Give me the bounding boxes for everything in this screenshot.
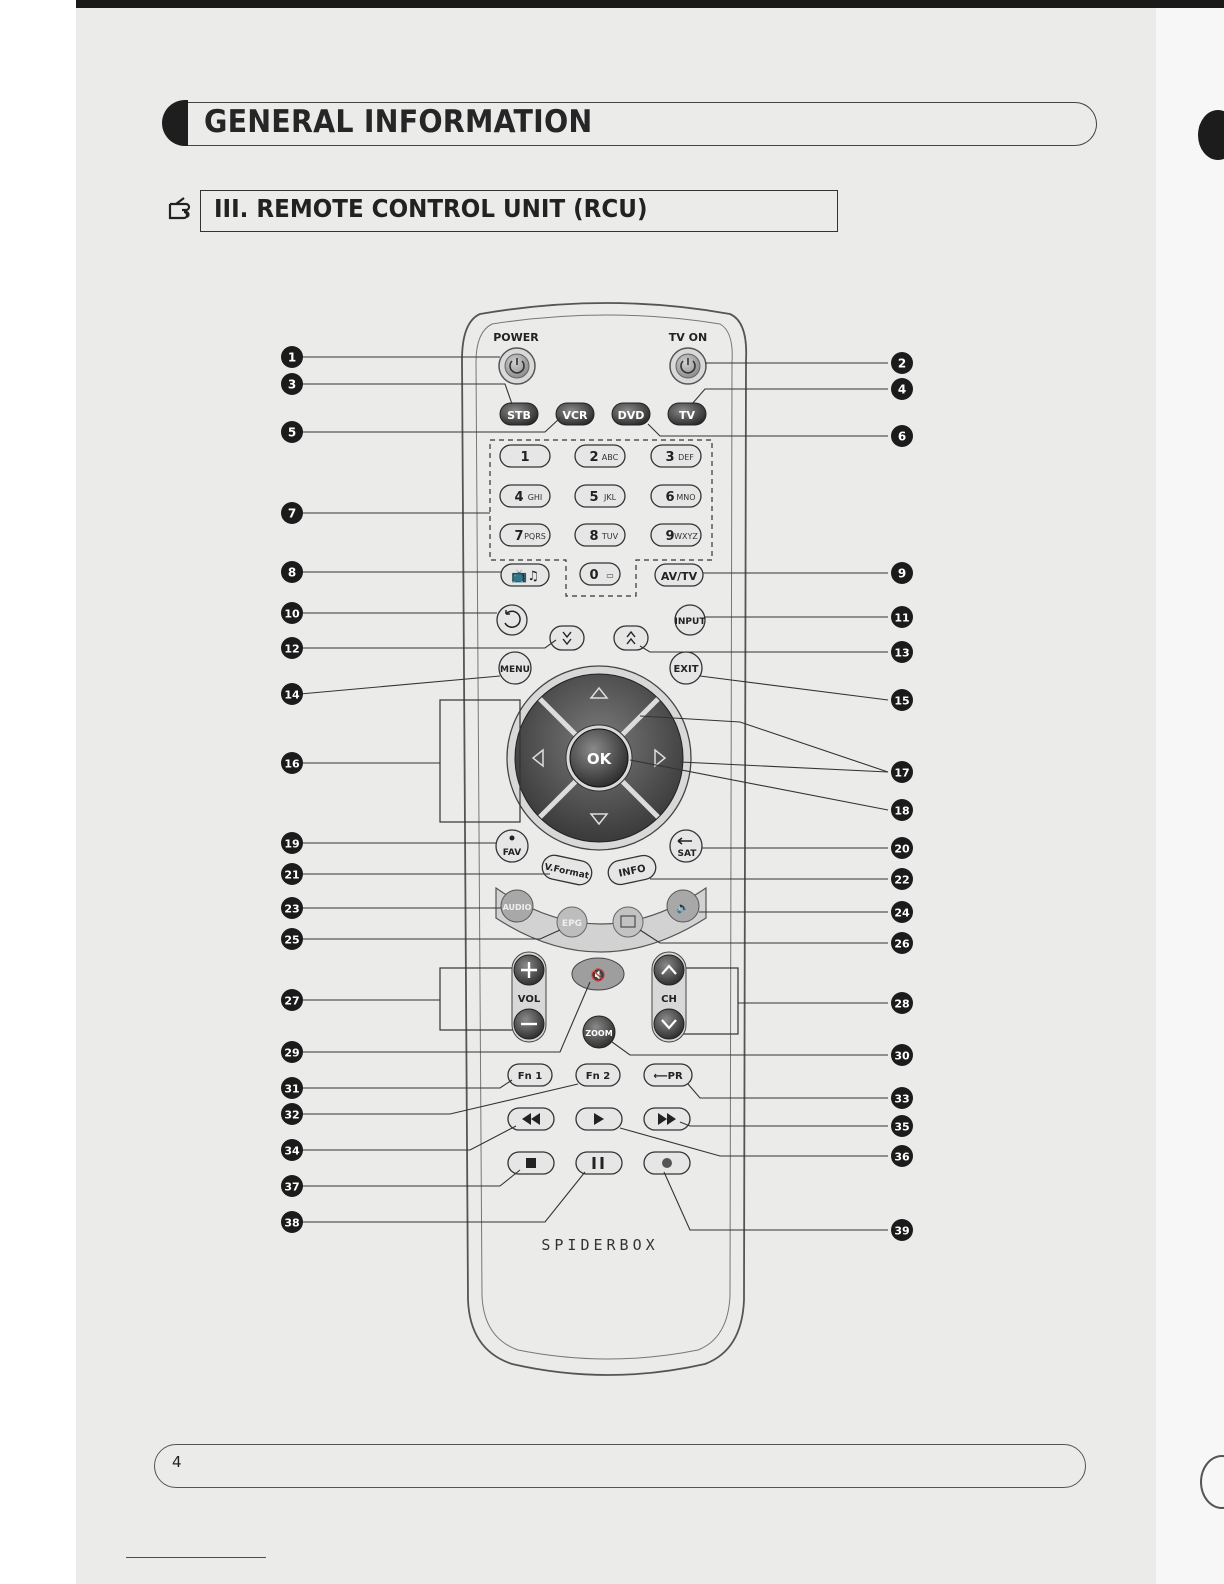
numeric-key-1[interactable]	[500, 445, 550, 467]
menu-label: MENU	[500, 665, 530, 675]
callout-25	[281, 928, 303, 950]
exit-label: EXIT	[673, 664, 699, 675]
mode-tv: TV	[678, 409, 696, 422]
numeric-key-letters: DEF	[678, 453, 694, 462]
numeric-key-letters: PQRS	[524, 532, 546, 541]
callout-12	[281, 637, 303, 659]
callout-15	[891, 689, 913, 711]
callout-number: 26	[894, 937, 910, 951]
epg-label: EPG	[561, 919, 583, 929]
callout-26	[891, 932, 913, 954]
callout-39	[891, 1219, 913, 1241]
numeric-key-8[interactable]	[575, 524, 625, 546]
record-icon	[662, 1158, 672, 1168]
callout-number: 37	[284, 1180, 300, 1194]
numeric-key-digit: 3	[665, 450, 675, 465]
numeric-key-digit: 9	[665, 529, 675, 544]
callout-number: 9	[897, 566, 907, 581]
callout-19	[281, 832, 303, 854]
pause-button	[576, 1152, 622, 1174]
callout-number: 29	[284, 1046, 300, 1060]
avtv-label: AV/TV	[660, 570, 698, 583]
callout-number: 32	[284, 1108, 300, 1122]
callout-number: 15	[894, 694, 910, 708]
callout-number: 4	[897, 382, 907, 397]
callout-number: 31	[284, 1082, 300, 1096]
callout-number: 6	[897, 429, 907, 444]
callout-number: 38	[284, 1216, 300, 1230]
sat-label: SAT	[677, 849, 697, 859]
callout-3	[281, 373, 303, 395]
callout-number: 2	[897, 356, 907, 371]
ch-down-button	[654, 1009, 684, 1039]
brand-logo: SPIDERBOX	[541, 1236, 659, 1254]
callout-35	[891, 1115, 913, 1137]
callout-30	[891, 1044, 913, 1066]
numeric-key-letters: GHI	[527, 493, 543, 502]
numeric-key-7[interactable]	[500, 524, 550, 546]
mode-vcr: VCR	[562, 409, 588, 422]
callout-number: 10	[284, 607, 300, 621]
callout-38	[281, 1211, 303, 1233]
numeric-key-letters: MNO	[676, 493, 696, 502]
numeric-key-letters: ABC	[601, 453, 619, 462]
callout-36	[891, 1145, 913, 1167]
callout-number: 23	[284, 902, 300, 916]
callout-37	[281, 1175, 303, 1197]
callout-34	[281, 1139, 303, 1161]
page-number: 4	[172, 1453, 182, 1471]
callout-number: 30	[894, 1049, 910, 1063]
numeric-key-digit: 2	[589, 450, 599, 465]
zoom-label: ZOOM	[585, 1029, 613, 1038]
info-label: INFO	[617, 863, 647, 880]
page-header-title: GENERAL INFORMATION	[204, 104, 593, 140]
ch-label: CH	[661, 994, 677, 1005]
callout-22	[891, 868, 913, 890]
callout-16	[281, 752, 303, 774]
callout-number: 34	[284, 1144, 300, 1158]
callout-number: 1	[287, 350, 297, 365]
numeric-key-digit: 4	[514, 490, 524, 505]
numeric-key-5[interactable]	[575, 485, 625, 507]
callout-9	[891, 562, 913, 584]
numeric-key-letters: WXYZ	[674, 532, 698, 541]
numeric-key-3[interactable]	[651, 445, 701, 467]
callout-4	[891, 378, 913, 400]
callout-number: 39	[894, 1224, 910, 1238]
callout-number: 20	[894, 842, 910, 856]
callout-number: 18	[894, 804, 910, 818]
callout-31	[281, 1077, 303, 1099]
callout-number: 13	[894, 646, 910, 660]
callout-number: 33	[894, 1092, 910, 1106]
section-title: III. REMOTE CONTROL UNIT (RCU)	[214, 194, 648, 223]
numeric-key-4[interactable]	[500, 485, 550, 507]
callout-number: 3	[287, 377, 297, 392]
input-label: INPUT	[674, 617, 706, 627]
callout-number: 27	[284, 994, 300, 1008]
mode-buttons	[500, 403, 706, 425]
callout-24	[891, 901, 913, 923]
callout-6	[891, 425, 913, 447]
fn1-label: Fn 1	[517, 1071, 543, 1082]
numeric-key-letters: JKL	[603, 493, 617, 502]
callout-number: 12	[284, 642, 300, 656]
callout-29	[281, 1041, 303, 1063]
mode-dvd: DVD	[617, 409, 645, 422]
tv-on-label: TV ON	[668, 331, 708, 344]
callout-20	[891, 837, 913, 859]
vformat-label: V.Format	[543, 862, 590, 882]
callout-number: 5	[287, 425, 297, 440]
callout-number: 7	[287, 506, 297, 521]
callout-number: 36	[894, 1150, 910, 1164]
ok-label: OK	[586, 750, 612, 768]
callout-21	[281, 863, 303, 885]
callout-number: 17	[894, 766, 910, 780]
power-label: POWER	[493, 331, 539, 344]
numeric-key-0[interactable]	[580, 563, 620, 585]
callout-number: 8	[287, 565, 297, 580]
fn2-label: Fn 2	[585, 1071, 611, 1082]
numeric-key-letters: TUV	[601, 532, 619, 541]
callout-28	[891, 992, 913, 1014]
callout-5	[281, 421, 303, 443]
numeric-key-2[interactable]	[575, 445, 625, 467]
footer-frame	[154, 1444, 1086, 1488]
mute-icon: 🔇	[590, 968, 606, 982]
callout-number: 35	[894, 1120, 910, 1134]
numeric-key-letters: ▭	[606, 571, 614, 580]
callout-number: 28	[894, 997, 910, 1011]
fav-label: FAV	[502, 848, 522, 858]
callout-27	[281, 989, 303, 1011]
vol-label: VOL	[517, 994, 541, 1005]
callout-number: 24	[894, 906, 910, 920]
callout-number: 22	[894, 873, 910, 887]
tv-radio-icon: 📺♫	[511, 569, 539, 584]
numeric-key-digit: 7	[514, 529, 524, 544]
ch-up-button	[654, 955, 684, 985]
numeric-key-digit: 0	[589, 568, 599, 583]
callout-number: 21	[284, 868, 300, 882]
numeric-key-digit: 1	[520, 450, 530, 465]
numeric-key-6[interactable]	[651, 485, 701, 507]
pr-label: ⟵PR	[653, 1071, 683, 1082]
callout-11	[891, 606, 913, 628]
stop-icon	[526, 1158, 536, 1168]
audio-label: AUDIO	[502, 903, 532, 912]
callout-number: 25	[284, 933, 300, 947]
callout-7	[281, 502, 303, 524]
callout-number: 19	[284, 837, 300, 851]
callout-1	[281, 346, 303, 368]
numeric-key-digit: 5	[589, 490, 599, 505]
callout-33	[891, 1087, 913, 1109]
numeric-key-9[interactable]	[651, 524, 701, 546]
numeric-key-digit: 8	[589, 529, 599, 544]
callout-number: 11	[894, 611, 910, 625]
callout-18	[891, 799, 913, 821]
numeric-key-digit: 6	[665, 490, 675, 505]
callout-number: 16	[284, 757, 300, 771]
callout-2	[891, 352, 913, 374]
callout-17	[891, 761, 913, 783]
callout-number: 14	[284, 688, 300, 702]
mode-stb: STB	[507, 409, 531, 422]
callout-23	[281, 897, 303, 919]
teletext-button	[613, 907, 643, 937]
bracket-27	[440, 968, 522, 1030]
callout-14	[281, 683, 303, 705]
recall-button	[497, 605, 527, 635]
subtitle-icon: 🔈	[676, 901, 690, 914]
scan-artifact-line	[126, 1557, 266, 1558]
callout-13	[891, 641, 913, 663]
callout-8	[281, 561, 303, 583]
callout-32	[281, 1103, 303, 1125]
callout-10	[281, 602, 303, 624]
